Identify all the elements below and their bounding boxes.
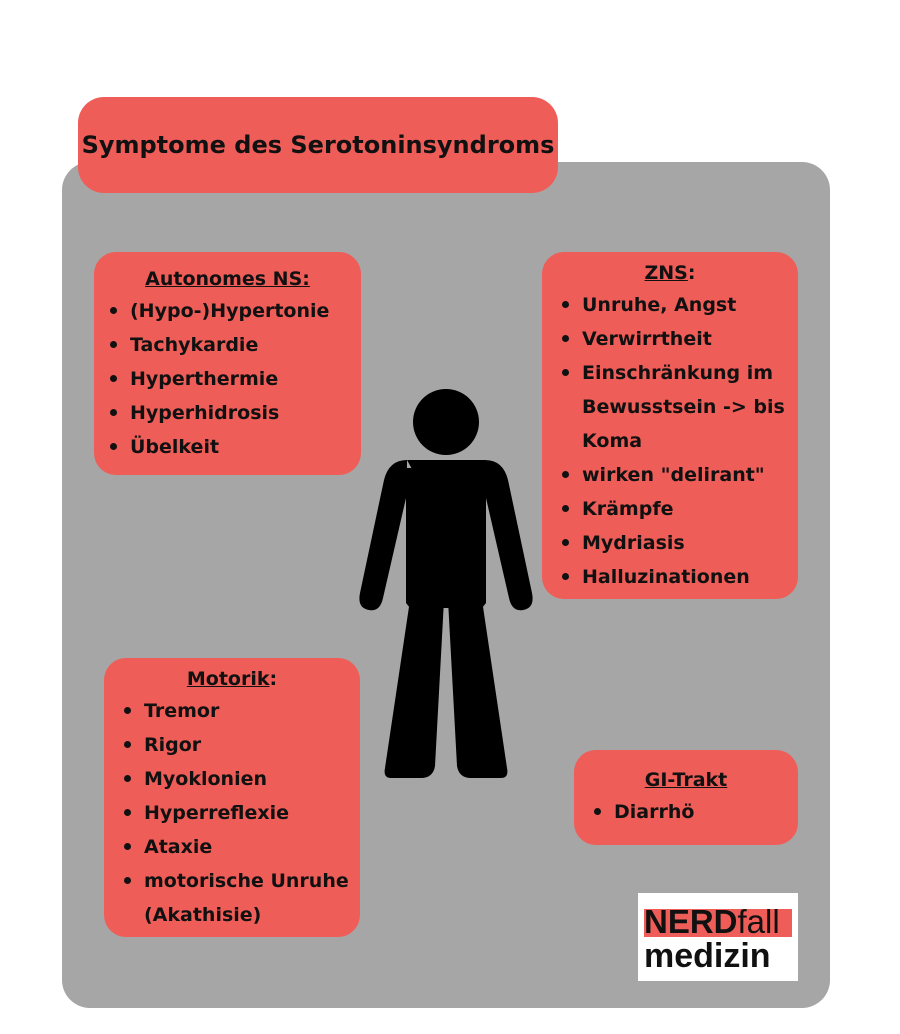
logo-line-1	[644, 903, 780, 941]
logo-nerd: NERD	[644, 903, 738, 940]
list-item: Hyperreflexie	[144, 796, 360, 830]
symptom-list	[94, 294, 361, 464]
list-item: Einschränkung im Bewusstsein -> bis Koma	[582, 356, 798, 458]
symptom-list	[542, 288, 798, 594]
section-motorik	[104, 658, 360, 937]
list-item: motorische Unruhe (Akathisie)	[144, 864, 360, 932]
nerdfall-medizin-logo	[638, 893, 798, 981]
symptom-list	[104, 694, 360, 932]
section-heading-text: ZNS	[644, 262, 688, 284]
list-item: Tachykardie	[130, 328, 361, 362]
list-item: Mydriasis	[582, 526, 798, 560]
section-heading-colon: :	[269, 668, 278, 690]
human-figure-icon	[355, 388, 535, 783]
list-item: (Hypo-)Hypertonie	[130, 294, 361, 328]
list-item: Halluzinationen	[582, 560, 798, 594]
section-zns	[542, 252, 798, 599]
list-item: Tremor	[144, 694, 360, 728]
section-heading-text: GI-Trakt	[644, 769, 728, 791]
list-item: wirken "delirant"	[582, 458, 798, 492]
symptom-list	[574, 795, 798, 829]
logo-line-2: medizin	[644, 937, 771, 975]
section-autonomes-ns	[94, 252, 361, 475]
list-item: Ataxie	[144, 830, 360, 864]
list-item: Hyperthermie	[130, 362, 361, 396]
list-item: Übelkeit	[130, 430, 361, 464]
list-item: Diarrhö	[614, 795, 798, 829]
section-heading	[94, 264, 361, 294]
list-item: Unruhe, Angst	[582, 288, 798, 322]
list-item: Rigor	[144, 728, 360, 762]
list-item: Krämpfe	[582, 492, 798, 526]
section-heading-text: Motorik	[186, 668, 270, 690]
list-item: Verwirrtheit	[582, 322, 798, 356]
section-heading	[104, 664, 360, 694]
list-item: Myoklonien	[144, 762, 360, 796]
section-heading-text: Autonomes NS:	[145, 268, 310, 290]
section-heading-colon: :	[687, 262, 696, 284]
list-item: Hyperhidrosis	[130, 396, 361, 430]
section-gi-trakt	[574, 750, 798, 845]
logo-fall: fall	[737, 903, 780, 940]
page-title: Symptome des Serotoninsyndroms	[81, 131, 555, 159]
section-heading	[542, 258, 798, 288]
section-heading	[574, 765, 798, 795]
title-banner	[78, 97, 558, 193]
